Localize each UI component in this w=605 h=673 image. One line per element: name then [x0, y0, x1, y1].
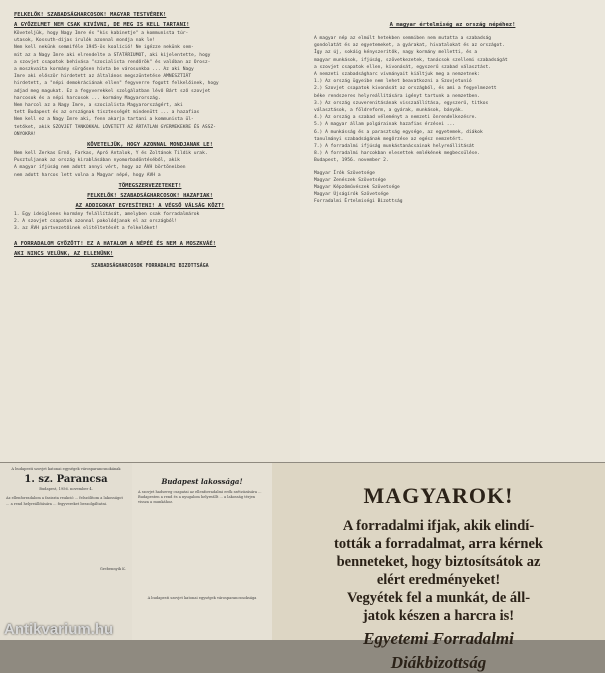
- leaflet-top-right: [300, 0, 605, 462]
- text-line: Nem kell ez a Nagy Imre aki, fenn akarja tartani a kommunista ül-: [14, 117, 194, 123]
- text-line: 1.) Az ország ügyeibe nem lehet beavatkozni a Szovjetunió: [314, 79, 472, 85]
- text-line: harcosok és a népi harcosok ... kormány Magyarország.: [14, 95, 161, 101]
- order-notice: [0, 463, 132, 640]
- city-notice: [132, 463, 272, 640]
- heading: KÖVETELJÜK, HOGY AZONNAL MONDJANAK LE!: [87, 142, 213, 149]
- heading: A magyar értelmiség az ország népéhez!: [389, 22, 516, 28]
- text-line: A nemzeti szabadságharc vívmányait kiáltjuk meg a nemzetnek:: [314, 72, 480, 78]
- poster-line: benneteket, hogy biztosítsátok az: [336, 554, 541, 570]
- text-line: gondolatát és az egyetemeket, a gyárakat, hivatalokat és az országot.: [314, 43, 505, 49]
- text-line: hirdetett, a "népi demokráciának ellen" fegyverre fogott felkelőinek, hogy: [14, 81, 219, 87]
- text-line: mit az a Nagy Imre aki elrendelte a STATÁRIUMOT, aki kijelentette, hogy: [14, 52, 211, 58]
- text-line: A magyar ifjúság nem adott annyi vért, hogy az ÁVH börtöneiben: [14, 165, 186, 171]
- text-line: 7.) A forradalmi ifjúság munkástanácsainak helyreállítását: [314, 144, 475, 150]
- closing-line: A FORRADALOM GYŐZÖTT! EZ A HATALOM A NÉPÉÉ ÉS NEM A MOSZKVÁÉ!: [14, 241, 216, 248]
- heading: TÖMEGSZERVEZETEKET!: [118, 182, 182, 189]
- text-line: A magyar nép az elmúlt hetekben semmiben nem mutatta a szabadság: [314, 36, 492, 41]
- leaflet-top-left: [0, 0, 300, 462]
- signature-line: Magyar Újságírók Szövetsége: [314, 192, 389, 198]
- demand-item: 2. A szovjet csapatok azonnal pakolódjanak el az országból!: [14, 219, 178, 225]
- notice-header: A budapesti szovjet katonai egységek városparancsnokának: [11, 467, 121, 471]
- signature-line: Forradalmi Értelmiségi Bizottság: [314, 199, 403, 205]
- signature-line: Magyar Zenészek Szövetsége: [314, 177, 386, 183]
- poster-line: Vegyétek fel a munkát, de áll-: [346, 590, 531, 606]
- poster-signature: Egyetemi Forradalmi: [363, 629, 514, 648]
- text-line: 4.) Az ország a szabad véleményt a nemzeti önrendelkezésre.: [314, 115, 478, 121]
- text-line: ONYOKRA!: [14, 131, 37, 137]
- text-line: utasok, Kossuth-díjas írulók azonnal mondja nak le!: [14, 38, 156, 44]
- text-line: béke rendszeres helyreállítására igényt tartunk a nemzetben.: [314, 93, 480, 99]
- signature-line: Magyar Képzőművészek Szövetsége: [314, 185, 400, 191]
- watermark-logo: Antikvarium.hu: [4, 621, 114, 638]
- text-line: 5.) A magyar állam polgárainak hazafias érzései ...: [314, 122, 456, 128]
- text-line: Imre aki először hirdetett az általános megszüntetése AMNESZTIÁT: [14, 74, 192, 80]
- signature-line: Magyar Írók Szövetsége: [314, 170, 375, 176]
- poster-line: jatok készen a harcra is!: [362, 608, 515, 624]
- text-line: Így az új, sokáig kényszerítők, nagy kormány melletti, és a: [314, 50, 478, 56]
- notice-title: Budapest lakossága!: [161, 477, 243, 486]
- heading: FELKELŐK! SZABADSÁGHARCOSOK! MAGYAR TESTVÉREK!: [14, 12, 167, 18]
- text-line: 8.) A forradalmi harcokban elesettek emlékének megbecsülése.: [314, 151, 480, 157]
- text-line: tett Budapest és az országnak tisztességét mindenütt ... a hazafias: [14, 110, 200, 116]
- text-line: 6.) A munkásság és a parasztság egysége, az egyetemek, diákok: [314, 129, 483, 135]
- demand-item: 1. Egy ideiglenes kormány felállítását, amelyben csak forradalmárok: [14, 211, 200, 217]
- heading: AZ ADDIGOKAT EGYESÍTENI! A VÉGSŐ VÁLSÁG KÖZT!: [75, 202, 225, 209]
- poster-line: A forradalmi ifjak, akik elindí-: [342, 518, 535, 534]
- notice-signature: A budapesti szovjet katonai egységek városparancsnoksága: [147, 595, 257, 600]
- notice-date: Budapest, 1956. november 4.: [39, 487, 93, 492]
- text-line: a szovjet csapatok behívása "szocialista rendőrök" és valóban az Orosz-: [14, 59, 211, 65]
- poster-title: MAGYAROK!: [363, 483, 514, 508]
- text-line: Nem harcol az a Nagy Imre, a szocialista Magyarországért, aki: [14, 103, 183, 109]
- heading: A GYŐZELMET NEM CSAK KIVÍVNI, DE MEG IS KELL TARTANI!: [14, 22, 190, 28]
- poster-magyarok: [272, 463, 605, 672]
- text-line: adjad meg magukat. Ez a fegyverekkel szolgálatban lévő Bárt sző szovjet: [14, 88, 211, 94]
- text-line: 3.) Az ország szuverenitásának visszaállítása, egyszerű, titkos: [314, 100, 489, 106]
- text-line: Nem kell Zerkas Ernő, Farkas, Apró Antalok, Y és Zoltánok Tildik urak.: [14, 151, 208, 157]
- notice-title: 1. sz. Parancsa: [24, 474, 108, 486]
- notice-body: A szovjet hadsereg csapatai az ellenforradalmi erők szétzúzására ... Budapesten a rend és a nyugalom helyreállt ... a lakosság térjen vissza a munkához.: [138, 490, 262, 505]
- text-line: 2.) Szovjet csapatok kivonását az országból, és ami a fegyelmezett: [314, 86, 497, 92]
- closing-line: AKI NINCS VELÜNK, AZ ELLENÜNK!: [14, 251, 114, 258]
- text-line: a moszkvaita kormány sürgősen hívta be városunkba ... Az aki Nagy: [14, 67, 194, 73]
- text-line: tanulmányi szabadságának megőrzése az egész nemzetért.: [314, 136, 464, 142]
- text-line: Követeljük, hogy Nagy Imre és "kis kabinetje" a kommunista túr-: [14, 31, 189, 36]
- text-line: magyar munkások, ifjúság, szövetkezetek, tanácsok szellemi szabadságát: [314, 57, 508, 63]
- poster-signature: Diákbizottság: [390, 653, 487, 672]
- notice-body: Az ellenforradalom a fasiszta reakció ... felszólítom a lakosságot ... a rend helyreállítására ... fegyvereket beszolgáltatni.: [6, 496, 123, 506]
- text-line: a szovjet csapatok ellen, kivonását, egyszerű szabad választást.: [314, 64, 492, 70]
- text-line: Pusztuljanak az ország kirablásában nyomorbadöntéséből, akik: [14, 158, 180, 164]
- date-line: Budapest, 1956. november 2.: [314, 158, 389, 164]
- poster-line: elért eredményeket!: [376, 572, 501, 588]
- signature: SZABADSÁGHARCOSOK FORRADALMI BIZOTTSÁGA: [91, 263, 209, 270]
- demand-item: 3. az ÁVH pártvezetőinek elitéltetését a felkelőket!: [14, 226, 158, 232]
- notice-signature: Grebennyik K.: [99, 566, 126, 571]
- heading: FELKELŐK! SZABADSÁGHARCOSOK! HAZAFIAK!: [87, 192, 213, 199]
- text-line: tetőket, akik SZOVJET TANKOKKAL LÖVETETT AZ ÁRTATLAN GYERMEKEKRE ÉS ASSZ-: [14, 124, 216, 130]
- text-line: nem adott harcos lett volna a Magyar népé, hogy AVH a: [14, 172, 161, 178]
- poster-line: tották a forradalmat, arra kérnek: [334, 536, 543, 552]
- text-line: Nem kell nekünk semmiféle 1945-ös koalíció! Ne igézze nekünk sem-: [14, 45, 194, 51]
- text-line: választások, a földreform, a gyárak, munkások, bányák.: [314, 108, 464, 114]
